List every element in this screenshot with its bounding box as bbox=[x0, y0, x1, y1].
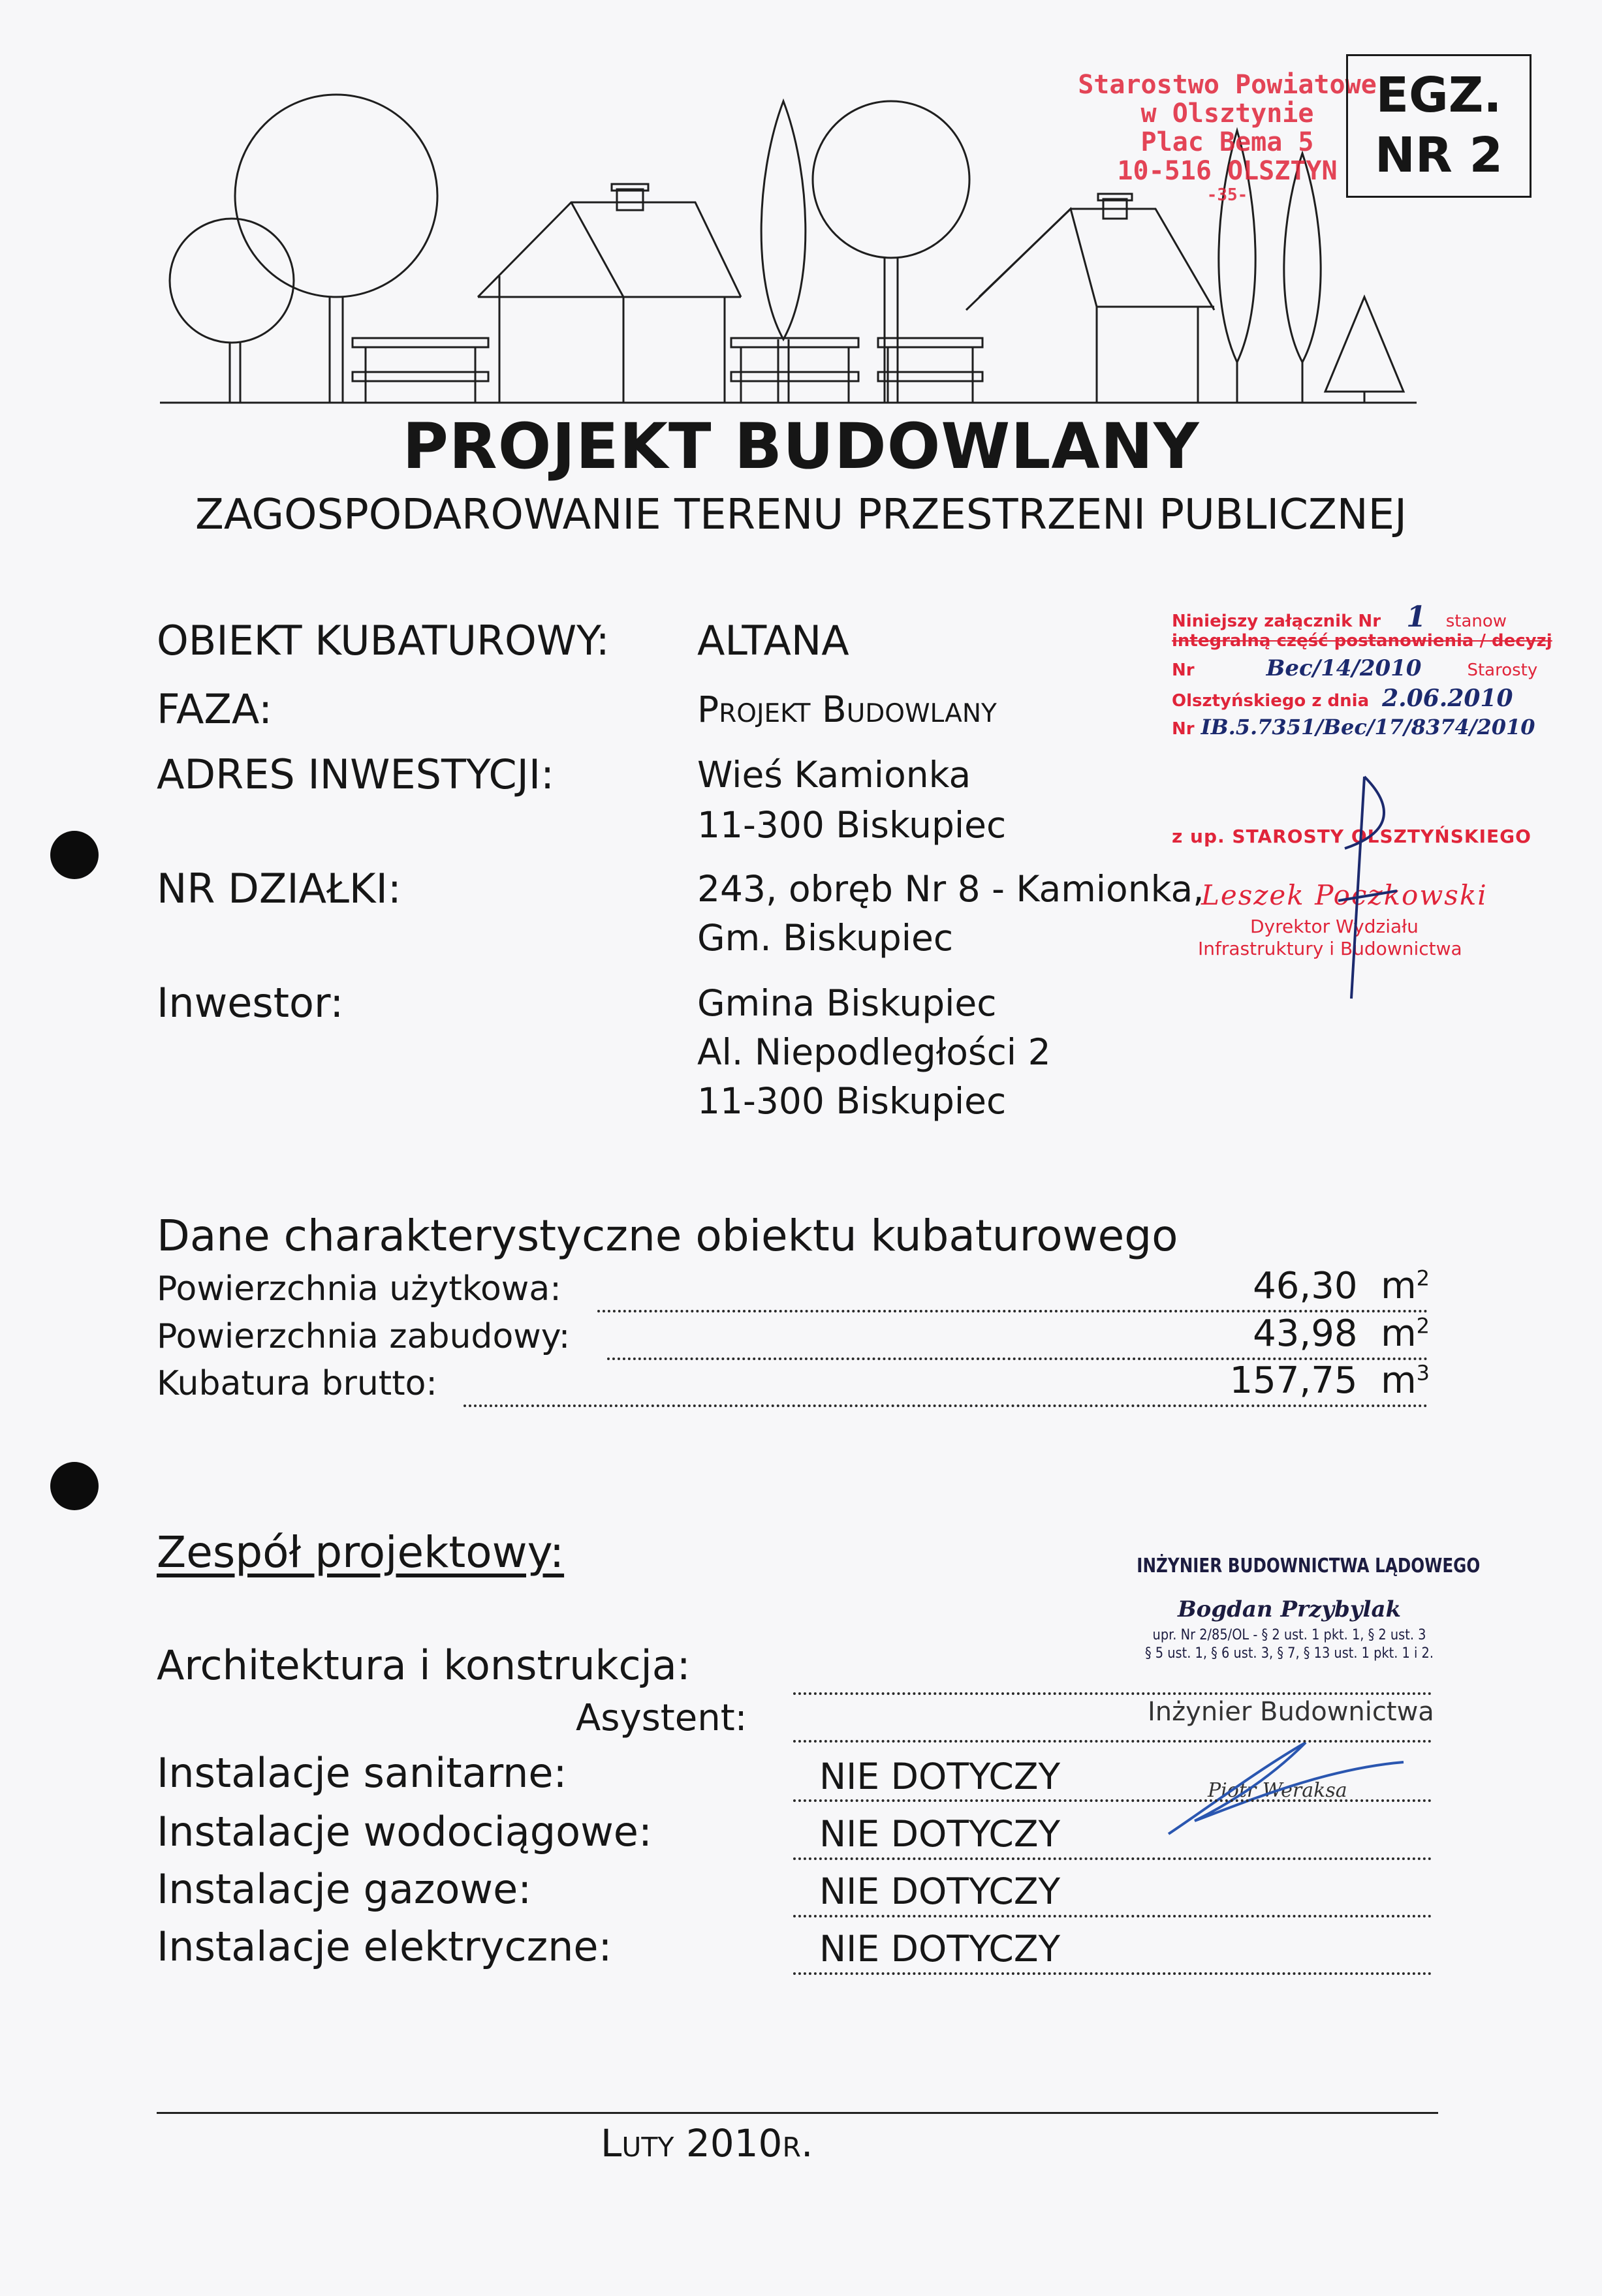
approval-line9: Infrastruktury i Budownictwa bbox=[1198, 938, 1462, 959]
zespol-row-6-value: NIE DOTYCZY bbox=[819, 1928, 1061, 1970]
engineer-stamp-line1: upr. Nr 2/85/OL - § 2 ust. 1 pkt. 1, § 2 ust. 3 bbox=[1152, 1627, 1426, 1643]
dane-row-2-label: Powierzchnia zabudowy: bbox=[157, 1317, 571, 1356]
zespol-row-2-leader bbox=[793, 1740, 1432, 1743]
approval-line2: integralną część postanowienia / decyzj bbox=[1172, 631, 1552, 651]
dane-row-1-value bbox=[1169, 1265, 1430, 1307]
office-stamp-line5: -35- bbox=[1206, 185, 1248, 205]
footer-rule bbox=[157, 2112, 1438, 2114]
office-stamp-line4: 10-516 OLSZTYN bbox=[1117, 156, 1338, 186]
inwestor-line2: Al. Niepodległości 2 bbox=[697, 1031, 1051, 1073]
approval-line7: Leszek Poczkowski bbox=[1201, 879, 1488, 911]
engineer-stamp-title: INŻYNIER BUDOWNICTWA LĄDOWEGO bbox=[1137, 1555, 1481, 1577]
zespol-heading: Zespół projektowy: bbox=[157, 1527, 565, 1577]
zespol-row-3-label: Instalacje sanitarne: bbox=[157, 1749, 567, 1797]
inwestor-line3: 11-300 Biskupiec bbox=[697, 1080, 1007, 1122]
engineer-stamp-line2: § 5 ust. 1, § 6 ust. 3, § 7, § 13 ust. 1 pkt. 1 i 2. bbox=[1144, 1645, 1434, 1662]
approval-line6: z up. STAROSTY OLSZTYŃSKIEGO bbox=[1172, 826, 1531, 847]
approval-line3c: Starosty bbox=[1467, 660, 1538, 680]
engineer-stamp bbox=[1103, 1547, 1481, 1663]
dane-row-3-unit: m bbox=[1381, 1359, 1417, 1402]
zespol-row-5-leader bbox=[793, 1915, 1432, 1917]
dane-row-2-unit: m bbox=[1381, 1312, 1417, 1355]
dane-row-2-number: 43,98 bbox=[1253, 1312, 1358, 1355]
adres-line1: Wieś Kamionka bbox=[697, 754, 971, 796]
copy-number-line1: EGZ. bbox=[1375, 67, 1502, 123]
punch-hole-top bbox=[50, 831, 99, 879]
dzialka-line2: Gm. Biskupiec bbox=[697, 917, 954, 959]
faza-value: Projekt Budowlany bbox=[697, 689, 997, 730]
engineer-stamp-name: Bogdan Przybylak bbox=[1177, 1596, 1402, 1622]
page-title: PROJEKT BUDOWLANY bbox=[402, 410, 1200, 483]
zespol-row-6-label: Instalacje elektryczne: bbox=[157, 1923, 612, 1970]
zespol-row-3-leader bbox=[793, 1799, 1432, 1802]
dane-row-3-leader bbox=[463, 1404, 1428, 1407]
zespol-row-4-value: NIE DOTYCZY bbox=[819, 1813, 1061, 1855]
zespol-row-5-value: NIE DOTYCZY bbox=[819, 1870, 1061, 1912]
footer-date: Luty 2010r. bbox=[601, 2121, 813, 2165]
office-stamp-line3: Plac Bema 5 bbox=[1140, 127, 1314, 157]
zespol-row-4-leader bbox=[793, 1857, 1432, 1860]
obiekt-value: ALTANA bbox=[697, 617, 849, 664]
dane-row-3-value bbox=[1169, 1359, 1430, 1402]
engineer-name: Piotr Weraksa bbox=[1208, 1779, 1347, 1802]
zespol-row-1-label: Architektura i konstrukcja: bbox=[157, 1641, 691, 1689]
adres-line2: 11-300 Biskupiec bbox=[697, 804, 1007, 846]
approval-line3a: Nr bbox=[1172, 660, 1195, 680]
zespol-row-5-label: Instalacje gazowe: bbox=[157, 1865, 532, 1913]
dzialka-line1: 243, obręb Nr 8 - Kamionka, bbox=[697, 868, 1204, 910]
approval-line1b: 1 bbox=[1406, 600, 1426, 634]
approval-signature bbox=[1266, 757, 1462, 1005]
engineer-title: Inżynier Budownictwa bbox=[1148, 1697, 1434, 1727]
dane-row-1-unit: m bbox=[1381, 1265, 1417, 1307]
dzialka-label: NR DZIAŁKI: bbox=[157, 865, 401, 912]
zespol-row-2-label: Asystent: bbox=[576, 1697, 747, 1739]
approval-line8: Dyrektor Wydziału bbox=[1250, 916, 1419, 937]
dane-row-1-number: 46,30 bbox=[1253, 1265, 1358, 1307]
copy-number-box bbox=[1346, 54, 1531, 198]
office-stamp-line1: Starostwo Powiatowe bbox=[1078, 70, 1377, 100]
zespol-row-3-value: NIE DOTYCZY bbox=[819, 1756, 1061, 1797]
dane-row-1-label: Powierzchnia użytkowa: bbox=[157, 1269, 561, 1309]
punch-hole-bottom bbox=[50, 1462, 99, 1510]
inwestor-label: Inwestor: bbox=[157, 979, 344, 1027]
dane-heading: Dane charakterystyczne obiektu kubaturowego bbox=[157, 1211, 1178, 1261]
copy-number-line2: NR 2 bbox=[1374, 127, 1503, 183]
dane-row-2-exp: 2 bbox=[1416, 1313, 1430, 1339]
dane-row-2-value bbox=[1169, 1312, 1430, 1355]
approval-line5a: Nr bbox=[1172, 719, 1195, 739]
approval-line5b: IB.5.7351/Bec/17/8374/2010 bbox=[1201, 715, 1535, 739]
dane-row-1-exp: 2 bbox=[1416, 1265, 1430, 1291]
faza-label: FAZA: bbox=[157, 685, 273, 733]
dane-row-3-exp: 3 bbox=[1416, 1360, 1430, 1386]
office-stamp-line2: w Olsztynie bbox=[1140, 99, 1314, 129]
dane-row-3-number: 157,75 bbox=[1229, 1359, 1358, 1402]
zespol-row-6-leader bbox=[793, 1972, 1432, 1975]
adres-label: ADRES INWESTYCJI: bbox=[157, 751, 555, 798]
approval-line3b: Bec/14/2010 bbox=[1266, 655, 1422, 681]
inwestor-line1: Gmina Biskupiec bbox=[697, 982, 997, 1024]
approval-line1c: stanow bbox=[1445, 612, 1507, 631]
approval-line1a: Niniejszy załącznik Nr bbox=[1172, 612, 1381, 631]
zespol-row-1-leader bbox=[793, 1692, 1432, 1695]
approval-line4b: 2.06.2010 bbox=[1382, 685, 1513, 712]
zespol-row-4-label: Instalacje wodociągowe: bbox=[157, 1808, 652, 1855]
dane-row-3-label: Kubatura brutto: bbox=[157, 1364, 437, 1403]
approval-line4a: Olsztyńskiego z dnia bbox=[1172, 691, 1370, 711]
page-subtitle: ZAGOSPODAROWANIE TERENU PRZESTRZENI PUBLICZNEJ bbox=[195, 491, 1407, 539]
obiekt-label: OBIEKT KUBATUROWY: bbox=[157, 617, 610, 664]
